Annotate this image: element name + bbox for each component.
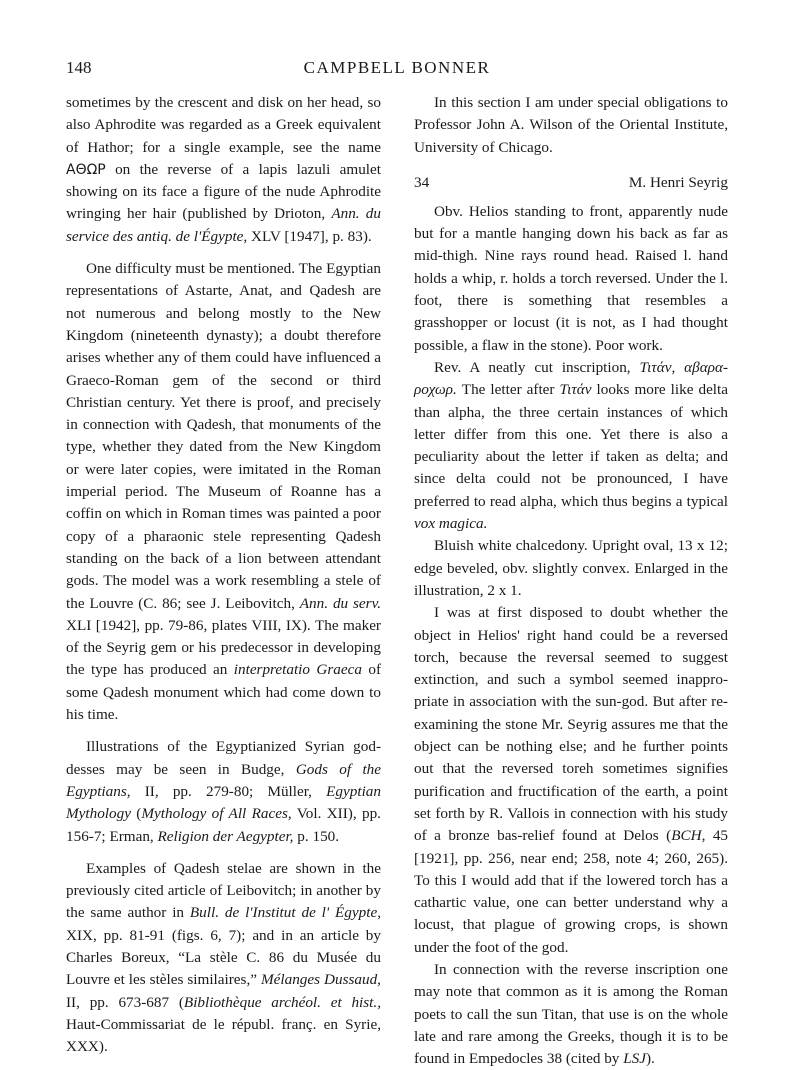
running-head: CAMPBELL BONNER [303, 58, 491, 77]
citation: Bibliothèque archéol. et hist., [183, 993, 381, 1011]
page-header [66, 58, 728, 80]
paragraph: I was at first disposed to doubt whether the object in Helios' right hand could be a reversed torch, because the reversal seemed to suggest extinction, and such a symbol seemed inappropriate in association with the sun-god. But after re-examining the stone Mr. Seyrig assures me that the object can be nothing else; and he further points out that the reversed toreh sometimes signifies purification and fructification of the earth, a point set forth by R. Vallois in connection with his study of a bronze bas-relief found at Delos (BCH, 45 [1921], pp. 256, near end; 258, note 4; 260, 265). To this I would add that if the lowered torch has a cathartic value, one can better understand why a locust, that plague of growing crops, is shown under the foot of the god. [414, 604, 729, 956]
right-column [414, 92, 728, 1070]
citation: Ann. du serv. [299, 594, 381, 612]
term: interpretatio Graeca [233, 661, 362, 679]
citation: Mythology of All Races, [141, 805, 292, 823]
citation: Mélanges Dussaud, [260, 971, 381, 989]
citation: Gods of the Egyptians, [66, 760, 381, 800]
paragraph: Examples of Qadesh stelae are shown in the previously cited article of Leibovitch; in another by the same author in Bull. de l'Institut de l' Égypte, XIX, pp. 81-91 (figs. 6, 7); and in an article by Charles Boreux, “La stèle C. 86 du Musée du Louvre et les stèles similaires,” Mélanges Dussaud, II, pp. 673-687 (Bibliothèque archéol. et hist., Haut-Commissariat de le républ. franç. en Syrie, XXX). [66, 859, 381, 1056]
citation: LSJ [623, 1050, 646, 1068]
citation: Ann. du service des antiq. de l'Égypte, [66, 205, 381, 245]
paragraph: sometimes by the crescent and disk on her head, so also Aphrodite was regarded as a Greek equivalent of Hathor; for a single example, see the name ΑΘΩΡ on the reverse of a lapis lazuli amulet showing on its face a figure of the nude Aphrodite wringing her hair (published by Drioton, Ann. du service des antiq. de l'Égypte, XLV [1947], p. 83). [66, 94, 381, 245]
greek-inscription: Τιτάν, αβαραροχωρ. [414, 358, 728, 399]
item-header [414, 172, 728, 194]
paragraph: Illustrations of the Egyptianized Syrian goddesses may be seen in Budge, Gods of the Egyptians, II, pp. 279-80; Müller, Egyptian Mythology (Mythology of All Races, Vol. XII), pp. 156-7; Erman, Religion der Aegypter, p. 150. [66, 738, 381, 845]
paragraph: Bluish white chalcedony. Upright oval, 13 x 12; edge beveled, obv. slightly convex. Enlarged in the illustration, 2 x 1. [414, 537, 728, 599]
paragraph: Rev. A neatly cut inscription, Τιτάν, αβαραροχωρ. The letter after Τιτάν looks more like delta than alpha, the three certain instances of which letter differ from this one. Yet there is also a peculiarity about the letter if taken as delta; and since delta could not be pronounced, I have preferred to read alpha, which thus begins a typical vox magica. [414, 358, 728, 533]
citation: Egyptian Mythology [66, 782, 381, 823]
citation: Religion der Aegypter, [157, 827, 294, 845]
paragraph: In connection with the reverse inscription one may note that common as it is among the Roman poets to call the sun Titan, that use is on the whole late and rare among the Greeks, though it is to be found in Empedocles 38 (cited by LSJ). [414, 960, 728, 1068]
page-number: 148 [66, 58, 92, 77]
paragraph: Obv. Helios standing to front, apparently nude but for a mantle hanging down his back as far as mid-thigh. Nine rays round head. Raised l. hand holds a whip, r. holds a torch reversed. Under the l. foot, there is something that resembles a grasshopper or locust (it is not, as I had thought possible, a flaw in the stone). Poor work. [414, 202, 728, 354]
term: vox magica. [414, 515, 488, 533]
greek-word: ΑΘΩΡ [66, 161, 106, 178]
left-column [66, 92, 381, 1058]
paragraph: In this section I am under special obligations to Professor John A. Wilson of the Oriental Institute, University of Chicago. [414, 94, 728, 156]
citation: BCH, [671, 827, 706, 845]
paragraph: One difficulty must be mentioned. The Egyptian representations of Astarte, Anat, and Qadesh are not numerous and belong mostly to the New Kingdom (nineteenth dynasty); a doubt therefore arises whether any of them could have influenced a Graeco-Roman gem of the second or third Christian century. Yet there is proof, and precisely in connection with Qadesh, that monuments of the type, whether they dated from the New Kingdom or were later copies, were imitated in the Roman imperial period. The Museum of Roanne has a coffin on which in Roman times was painted a poor copy of a pharaonic stele representing Qadesh standing on the back of a lion between attendant gods. The model was a work resembling a stele of the Louvre (C. 86; see J. Leibovitch, Ann. du serv. XLI [1942], pp. 79-86, plates VIII, IX). The maker of the Seyrig gem or his predecessor in developing the type has produced an interpretatio Graeca of some Qadesh monument which had come down to his time. [66, 260, 382, 724]
item-owner: M. Henri Seyrig [628, 173, 728, 191]
item-number: 34 [414, 173, 430, 191]
greek-word: Τιτάν [559, 381, 592, 399]
citation: Bull. de l'Institut de l' Égypte, [189, 904, 381, 922]
